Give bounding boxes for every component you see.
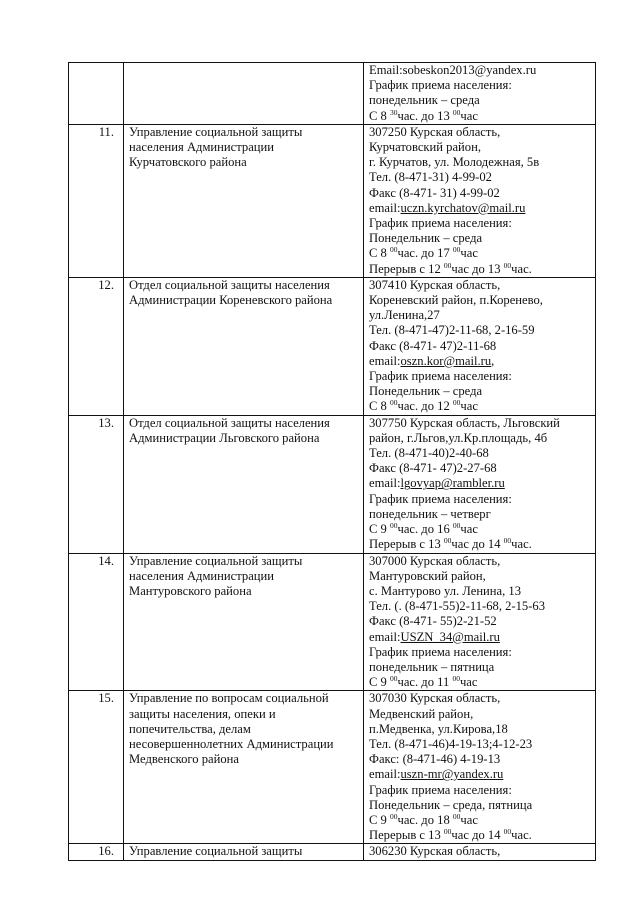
address-line (369, 707, 591, 722)
office-name-line: Управление социальной защиты (129, 844, 303, 859)
address-line (369, 630, 591, 645)
address-line (369, 554, 591, 569)
address-text: С 8 (369, 246, 390, 261)
office-name-line: Администрации Льговского района (129, 430, 320, 445)
document-page (68, 62, 590, 861)
office-name-line: Управление социальной защиты (129, 124, 303, 139)
address-text: Перерыв с 12 (369, 261, 444, 276)
address-text: понедельник – пятница (369, 659, 495, 674)
address-line (369, 783, 591, 798)
address-line (369, 369, 591, 384)
address-text: Email:sobeskon2013@yandex.ru (369, 63, 537, 77)
address-text: 307750 Курская область, Льговский (369, 415, 560, 430)
address-text: email: (369, 353, 401, 368)
address-text: График приема населения: (369, 491, 512, 506)
address-line (369, 828, 591, 843)
address-text: Тел. (8-471-40)2-40-68 (369, 446, 489, 461)
row-number: 15. (69, 691, 124, 844)
address-text: час. (511, 828, 532, 843)
address-text: График приема населения: (369, 216, 512, 231)
office-name-line: Медвенского района (129, 752, 239, 767)
office-name-line: несовершеннолетних Администрации (129, 736, 334, 751)
office-name-cell (124, 553, 364, 691)
address-line (369, 186, 591, 201)
address-text: час. до 11 (397, 675, 453, 690)
time-minutes-superscript: 00 (452, 107, 461, 117)
address-text: С 8 (369, 108, 390, 123)
address-text: 307250 Курская область, (369, 124, 501, 139)
email-link[interactable]: uszn-mr@yandex.ru (400, 767, 504, 782)
address-text: Понедельник – среда (369, 231, 483, 246)
address-text: График приема населения: (369, 644, 512, 659)
address-line (369, 216, 591, 231)
address-text: Факс (8-471- 47)2-11-68 (369, 338, 497, 353)
address-text: email: (369, 200, 401, 215)
address-text: понедельник – четверг (369, 506, 491, 521)
email-link[interactable]: USZN_34@mail.ru (400, 629, 500, 644)
time-minutes-superscript: 00 (390, 245, 398, 255)
address-text: С 9 (369, 522, 390, 537)
address-text: понедельник – среда (369, 93, 480, 108)
time-minutes-superscript: 00 (390, 398, 398, 408)
address-text: с. Мантурово ул. Ленина, 13 (369, 583, 522, 598)
address-text: п.Медвенка, ул.Кирова,18 (369, 721, 508, 736)
address-line (369, 63, 591, 78)
row-number: 13. (69, 415, 124, 553)
address-line (369, 262, 591, 277)
address-text: График приема населения: (369, 78, 512, 93)
time-minutes-superscript: 00 (390, 811, 398, 821)
office-name-cell (124, 844, 364, 860)
address-text: С 8 (369, 399, 390, 414)
address-line (369, 446, 591, 461)
address-line (369, 416, 591, 431)
table-row (69, 553, 596, 691)
address-text: час. до 17 (397, 246, 453, 261)
address-text: Факс (8-471- 31) 4-99-02 (369, 185, 500, 200)
row-number: 16. (69, 844, 124, 860)
time-minutes-superscript: 00 (452, 245, 461, 255)
address-text: Перерыв с 13 (369, 828, 444, 843)
address-text: Тел. (8-471-47)2-11-68, 2-16-59 (369, 323, 535, 338)
address-text: Понедельник – среда, пятница (369, 797, 533, 812)
address-line (369, 93, 591, 108)
address-line (369, 813, 591, 828)
time-minutes-superscript: 30 (390, 107, 398, 117)
address-text: час (460, 246, 478, 261)
address-line (369, 384, 591, 399)
address-line (369, 246, 591, 261)
address-text: С 9 (369, 675, 390, 690)
time-minutes-superscript: 00 (452, 674, 460, 684)
address-line (369, 399, 591, 414)
address-line (369, 569, 591, 584)
address-text: Тел. (8-471-31) 4-99-02 (369, 170, 492, 185)
office-name-cell (124, 277, 364, 415)
time-minutes-superscript: 00 (503, 536, 512, 546)
address-line (369, 140, 591, 155)
address-text: час. (511, 537, 532, 552)
address-line (369, 278, 591, 293)
office-name-line: Управление по вопросам социальной (129, 691, 329, 706)
address-text: час. до 13 (397, 108, 453, 123)
time-minutes-superscript: 00 (452, 521, 461, 531)
email-link[interactable]: oszn.kor@mail.ru (400, 353, 492, 368)
address-line (369, 767, 591, 782)
address-text: С 9 (369, 812, 390, 827)
address-text: , (491, 353, 495, 368)
address-text: 307410 Курская область, (369, 277, 501, 292)
time-minutes-superscript: 00 (452, 811, 461, 821)
office-name-line: защиты населения, опеки и (129, 706, 276, 721)
address-text: Перерыв с 13 (369, 537, 444, 552)
table-row (69, 691, 596, 844)
address-text: час (460, 522, 478, 537)
office-address-cell (364, 553, 596, 691)
address-line (369, 844, 591, 859)
table-row (69, 63, 596, 125)
office-address-cell (364, 691, 596, 844)
table-row (69, 124, 596, 277)
address-text: Тел. (8-471-46)4-19-13;4-12-23 (369, 736, 533, 751)
address-line (369, 78, 591, 93)
office-name-line: Курчатовского района (129, 155, 247, 170)
address-text: 307030 Курская область, (369, 691, 501, 706)
address-line (369, 660, 591, 675)
address-line (369, 691, 591, 706)
table-row (69, 844, 596, 860)
address-line (369, 675, 591, 690)
time-minutes-superscript: 00 (452, 398, 461, 408)
address-text: Факс (8-471- 55)2-21-52 (369, 614, 497, 629)
address-text: 307000 Курская область, (369, 553, 501, 568)
address-line (369, 476, 591, 491)
office-name-line: Администрации Кореневского района (129, 293, 333, 308)
address-text: email: (369, 767, 401, 782)
table-row (69, 277, 596, 415)
office-name-cell (124, 415, 364, 553)
address-text: г. Курчатов, ул. Молодежная, 5в (369, 155, 540, 170)
address-line (369, 109, 591, 124)
address-text: час. до 16 (397, 522, 453, 537)
address-text: час до 14 (451, 828, 504, 843)
address-line (369, 737, 591, 752)
office-address-cell (364, 124, 596, 277)
address-line (369, 537, 591, 552)
address-line (369, 354, 591, 369)
address-line (369, 293, 591, 308)
address-line (369, 599, 591, 614)
address-text: час (460, 812, 478, 827)
address-line (369, 752, 591, 767)
address-line (369, 155, 591, 170)
email-link[interactable]: lgovyap@rambler.ru (400, 476, 505, 491)
address-line (369, 170, 591, 185)
time-minutes-superscript: 00 (390, 674, 398, 684)
address-text: Тел. (. (8-471-55)2-11-68, 2-15-63 (369, 599, 546, 614)
address-line (369, 614, 591, 629)
address-text: Факс: (8-471-46) 4-19-13 (369, 752, 501, 767)
email-link[interactable]: uczn.kyrchatov@mail.ru (400, 200, 526, 215)
address-text: час (460, 108, 478, 123)
address-text: Факс (8-471- 47)2-27-68 (369, 461, 497, 476)
office-name-line: населения Администрации (129, 568, 275, 583)
address-line (369, 201, 591, 216)
address-line (369, 431, 591, 446)
office-name-cell (124, 63, 364, 125)
address-line (369, 323, 591, 338)
address-line (369, 645, 591, 660)
time-minutes-superscript: 00 (443, 260, 452, 270)
office-name-line: Отдел социальной защиты населения (129, 415, 330, 430)
address-text: час. до 12 (397, 399, 453, 414)
address-line (369, 339, 591, 354)
address-text: ул.Ленина,27 (369, 308, 440, 323)
address-text: Мантуровский район, (369, 568, 486, 583)
row-number: 12. (69, 277, 124, 415)
address-line (369, 125, 591, 140)
office-name-line: Мантуровского района (129, 583, 252, 598)
office-address-cell (364, 844, 596, 860)
address-text: час до 14 (451, 537, 504, 552)
social-protection-offices-table (68, 62, 596, 861)
office-name-cell (124, 691, 364, 844)
address-line (369, 507, 591, 522)
address-line (369, 308, 591, 323)
office-address-cell (364, 277, 596, 415)
table-row (69, 415, 596, 553)
table-body (69, 63, 596, 861)
row-number (69, 63, 124, 125)
address-text: График приема населения: (369, 369, 512, 384)
address-line (369, 722, 591, 737)
time-minutes-superscript: 00 (503, 260, 512, 270)
row-number: 14. (69, 553, 124, 691)
address-text: час (460, 399, 478, 414)
address-text: email: (369, 629, 401, 644)
address-line (369, 461, 591, 476)
address-text: 306230 Курская область, (369, 844, 501, 859)
address-text: График приема населения: (369, 782, 512, 797)
address-line (369, 522, 591, 537)
time-minutes-superscript: 00 (443, 827, 452, 837)
office-name-line: Управление социальной защиты (129, 553, 303, 568)
address-text: Курчатовский район, (369, 140, 481, 155)
time-minutes-superscript: 00 (443, 536, 452, 546)
office-name-line: попечительства, делам (129, 721, 251, 736)
office-address-cell (364, 415, 596, 553)
address-text: час (459, 675, 478, 690)
address-text: час. до 18 (397, 812, 453, 827)
time-minutes-superscript: 00 (390, 521, 398, 531)
address-text: Кореневский район, п.Коренево, (369, 293, 543, 308)
office-name-line: Отдел социальной защиты населения (129, 277, 330, 292)
row-number: 11. (69, 124, 124, 277)
address-text: час. (511, 261, 532, 276)
office-name-cell (124, 124, 364, 277)
address-text: час до 13 (451, 261, 504, 276)
address-line (369, 231, 591, 246)
address-text: Медвенский район, (369, 706, 474, 721)
office-name-line: населения Администрации (129, 140, 275, 155)
address-line (369, 492, 591, 507)
address-text: район, г.Льгов,ул.Кр.площадь, 4б (369, 430, 548, 445)
address-line (369, 798, 591, 813)
office-address-cell (364, 63, 596, 125)
address-text: Понедельник – среда (369, 384, 483, 399)
time-minutes-superscript: 00 (503, 827, 512, 837)
address-line (369, 584, 591, 599)
address-text: email: (369, 476, 401, 491)
